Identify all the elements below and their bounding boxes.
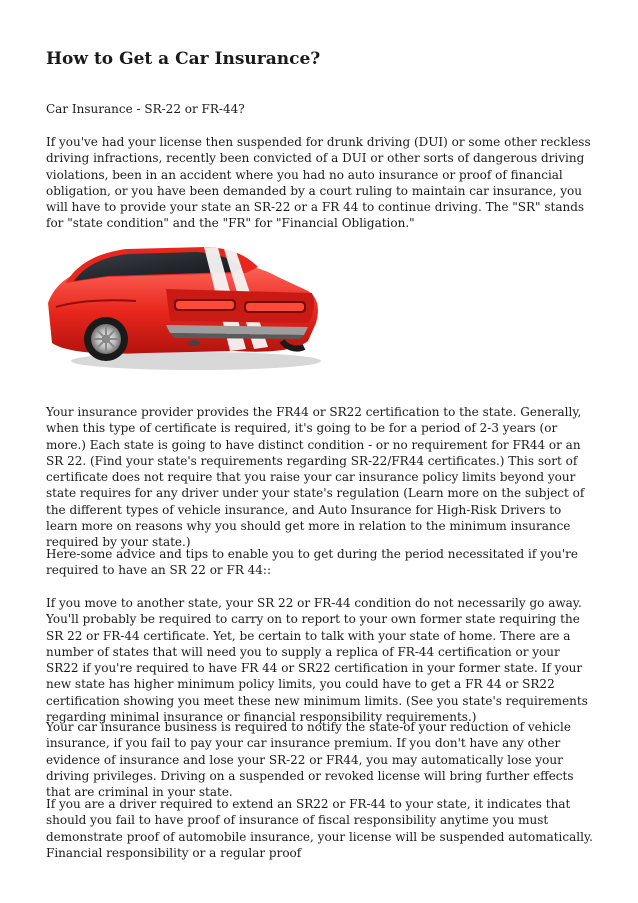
red-sports-car-image [46,243,324,373]
paragraph-dui-intro: If you've had your license then suspended for drunk driving (DUI) or some other reckless driving infractions, recently been convicted of a DUI or other sorts of dangerous driving violations, been in an accident where you had no auto insurance or proof of financial obligation, or you have been demanded by a court ruling to maintain car insurance, you will have to provide your state an SR-22 or a FR 44 to continue driving. The "SR" stands for "state condition" and the "FR" for "Financial Obligation." [46,135,591,231]
paragraph-extend: If you are a driver required to extend an SR22 or FR-44 to your state, it indicates that should you fail to have proof of insurance of fiscal responsibility anytime you must demonstrate proof of automobile insurance, your license will be suspended automatically. Financial responsibility or a regular proof [46,797,593,860]
article-subtitle: Car Insurance - SR-22 or FR-44? [46,102,245,116]
page-title: How to Get a Car Insurance? [46,49,321,69]
paragraph-certification: Your insurance provider provides the FR44 or SR22 certification to the state. Generally, when this type of certificate is required, it's going to be for a period of 2-3 years (or more.) Each state is going to have distinct condition - or no requirement for FR44 or an SR 22. (Find your state's requirements regarding SR-22/FR44 certificates.) This sort of certificate does not require that you raise your car insurance policy limits beyond your state requires for any driver under your state's regulation (Learn more on the subject of the different types of vehicle insurance, and Auto Insurance for High-Risk Drivers to learn more on reasons why you should get more in relation to the minimum insurance required by your state.) [46,405,585,550]
paragraph-premium: Your car insurance business is required to notify the state-of your reduction of vehicle insurance, if you fail to pay your car insurance premium. If you don't have any other evidence of insurance and lose your SR-22 or FR44, you may automatically lose your driving privileges. Driving on a suspended or revoked license will bring further effects that are criminal in your state. [46,720,574,800]
paragraph-advice-intro: Here-some advice and tips to enable you to get during the period necessitated if you're required to have an SR 22 or FR 44:: [46,547,578,578]
paragraph-moving-states: If you move to another state, your SR 22 or FR-44 condition do not necessarily go away. You'll probably be required to carry on to report to your own former state requiring the SR 22 or FR-44 certificate. Yet, be certain to talk with your state of home. There are a number of states that will need you to supply a replica of FR-44 certification or your SR22 if you're required to have FR 44 or SR22 certification in your former state. If your new state has higher minimum policy limits, you could have to get a FR 44 or SR22 certification showing you meet these new minimum limits. (See you state's requirements regarding minimal insurance or financial responsibility requirements.) [46,596,588,725]
